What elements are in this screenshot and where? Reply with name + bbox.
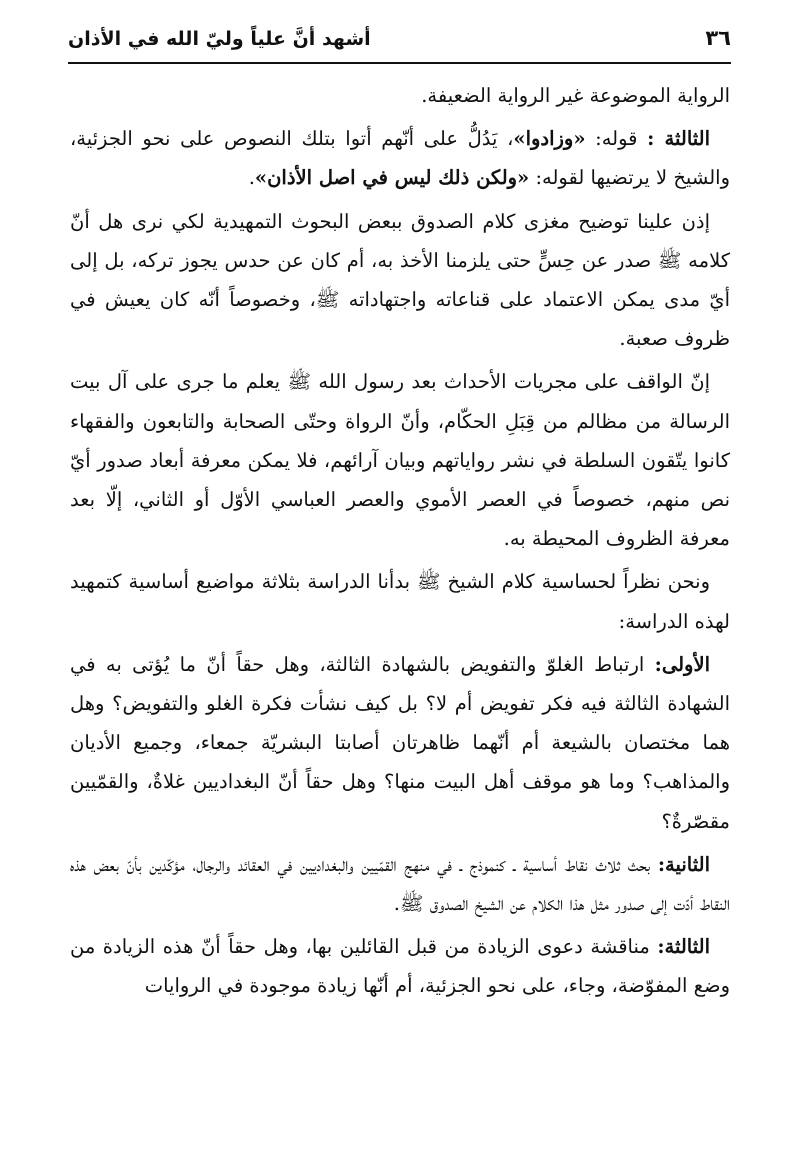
paragraph-2-quote-b: «ولكن ذلك ليس في اصل الأذان» bbox=[254, 166, 530, 190]
body-text bbox=[70, 76, 730, 1006]
paragraph-7-label: الثانية: bbox=[657, 852, 710, 876]
paragraph-6 bbox=[70, 645, 730, 841]
running-header bbox=[68, 26, 731, 56]
paragraph-8 bbox=[70, 927, 730, 1005]
paragraph-6-text: ارتباط الغلوّ والتفويض بالشهادة الثالثة، وهل حقاً أنّ ما يُؤتى به في الشهادة الثالثة فيه فكر تفويض أم لا؟ بل كيف نشأت فكرة الغلو والتفويض؟ وهل هما مختصان بالشيعة أم أنّهما ظاهرتان أصابتا البشريّة جمعاء، وجميع الأديان والمذاهب؟ وما هو موقف أهل البيت منها؟ وهل حقاً أنّ البغداديين غلاةٌ، والقمّيين مقصّرةٌ؟ bbox=[70, 652, 730, 833]
paragraph-5: ونحن نظراً لحساسية كلام الشيخ ﷺ بدأنا الدراسة بثلاثة مواضيع أساسية كتمهيد لهذه الدراسة: bbox=[70, 570, 730, 633]
paragraph-2-quote-a: «وزادوا» bbox=[513, 127, 586, 151]
paragraph-4: إنّ الواقف على مجريات الأحداث بعد رسول الله ﷺ يعلم ما جرى على آل بيت الرسالة من مظالم من قِبَلِ الحكّام، وأنّ الرواة وحتّى الصحابة والتابعون والفقهاء كانوا يتّقون السلطة في نشر رواياتهم وبيان آرائهم، فلا يمكن معرفة أبعاد صدور أيّ نص منهم، خصوصاً في العصر الأموي والعصر العباسي الأوّل أو الثاني، إلّا بعد معرفة الظروف المحيطة به. bbox=[70, 370, 730, 551]
paragraph-2 bbox=[70, 119, 730, 197]
header-rule bbox=[68, 62, 731, 64]
paragraph-3: إذن علينا توضيح مغزى كلام الصدوق ببعض البحوث التمهيدية لكي نرى هل أنّ كلامه ﷺ صدر عن حِسٍّ حتى يلزمنا الأخذ به، أم كان عن حدس يجوز تركه، بل إلى أيّ مدى يمكن الاعتماد على قناعاته واجتهاداته ﷺ، وخصوصاً أنّه كان يعيش في ظروف صعبة. bbox=[70, 209, 730, 351]
page-number: ٣٦ bbox=[705, 26, 731, 50]
paragraph-8-label: الثالثة: bbox=[657, 935, 710, 959]
paragraph-2-text-c: . bbox=[248, 166, 255, 190]
paragraph-1: الرواية الموضوعة غير الرواية الضعيفة. bbox=[421, 84, 730, 107]
paragraph-2-text-a: قوله: bbox=[585, 127, 648, 151]
paragraph-6-label: الأولى: bbox=[654, 652, 710, 676]
paragraph-2-label: الثالثة : bbox=[647, 127, 711, 151]
paragraph-8-text: مناقشة دعوى الزيادة من قبل القائلين بها، وهل حقاً أنّ هذه الزيادة من وضع المفوّضة، وجاء، على نحو الجزئية، أم أنّها زيادة موجودة في الروايات bbox=[70, 935, 730, 998]
paragraph-7 bbox=[70, 845, 730, 923]
running-title: أشهد أنَّ علياً وليّ الله في الأذان bbox=[68, 28, 371, 50]
paragraph-7-text: بحث ثلاث نقاط أساسية ـ كنموذج ـ في منهج القمّيين والبغداديين في العقائد والرجال، مؤكّدين بأنّ بعض هذه النقاط أدّت إلى صدور مثل هذا الكلام عن الشيخ الصدوق ﷺ. bbox=[70, 852, 730, 916]
paragraph-2-text-b: ، يَدُلُّ على أنّهم أتوا بتلك النصوص على نحو الجزئية، والشيخ لا يرتضيها لقوله: bbox=[70, 127, 730, 190]
